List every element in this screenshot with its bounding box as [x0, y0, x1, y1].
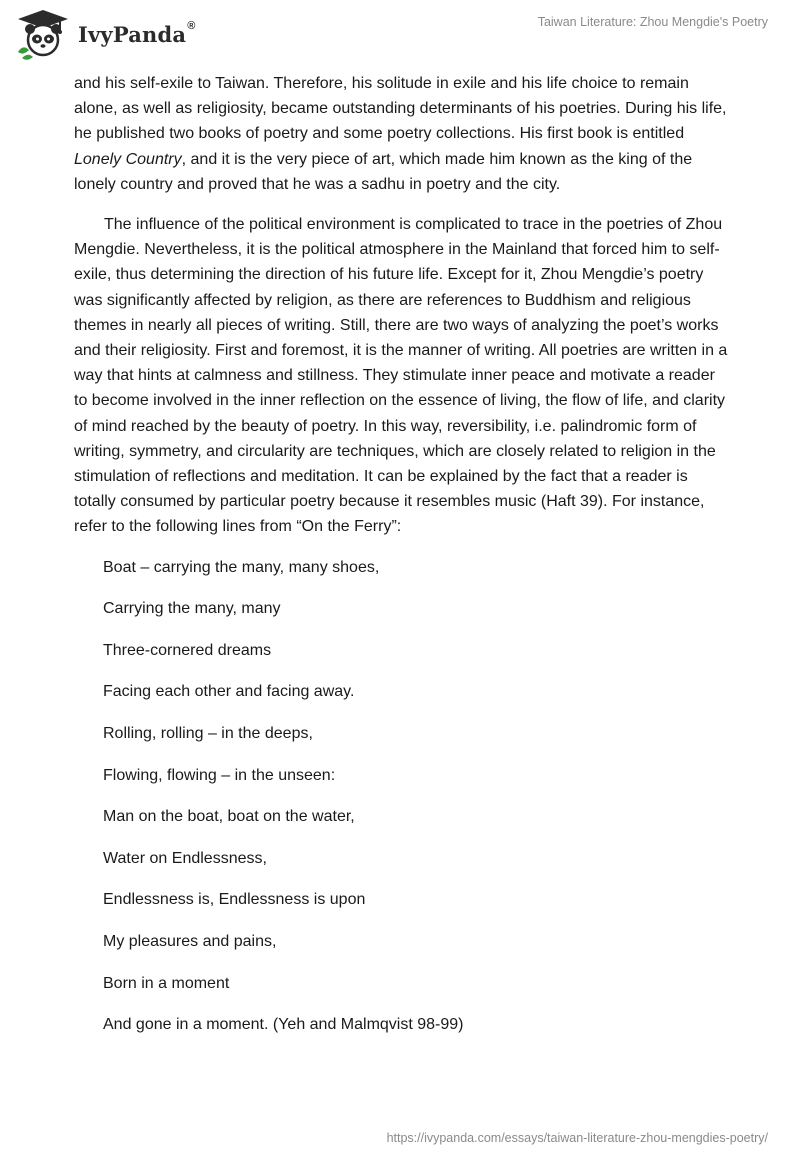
page-header	[0, 0, 800, 70]
poem-excerpt	[103, 555, 730, 1054]
poem-line: Rolling, rolling – in the deeps,	[103, 725, 313, 743]
poem-line: Boat – carrying the many, many shoes,	[103, 558, 380, 576]
poem-line: Flowing, flowing – in the unseen:	[103, 766, 336, 784]
poem-line: Water on Endlessness,	[103, 849, 267, 867]
poem-line: Man on the boat, boat on the water,	[103, 808, 355, 826]
book-title: Lonely Country	[74, 150, 182, 168]
brand-name: IvyPanda®	[78, 19, 196, 47]
panda-graduate-icon	[14, 8, 72, 60]
poem-line: Facing each other and facing away.	[103, 683, 355, 701]
essay-body	[74, 71, 730, 1054]
poem-line: And gone in a moment. (Yeh and Malmqvist 98-99)	[103, 1016, 464, 1034]
paragraph-1: and his self-exile to Taiwan. Therefore, his solitude in exile and his life choice to remain alone, as well as religiosity, became outstanding determinants of his poetries. During his life, he published two books of poetry and some poetry collections. His first book is entitled Lonely Country, and it is the very piece of art, which made him known as the king of the lonely country and proved that he was a sadhu in poetry and the city.	[74, 75, 727, 193]
ivypanda-logo[interactable]	[14, 8, 196, 60]
poem-line: My pleasures and pains,	[103, 933, 277, 950]
poem-line: Born in a moment	[103, 974, 230, 992]
poem-line: Three-cornered dreams	[103, 641, 272, 659]
source-url	[387, 1131, 768, 1145]
poem-line: Endlessness is, Endlessness is upon	[103, 891, 366, 909]
paragraph-2: The influence of the political environment is complicated to trace in the poetries of Zhou Mengdie. Nevertheless, it is the political atmosphere in the Mainland that forced him to self-exile, thus determining the direction of his future life. Except for it, Zhou Mengdie’s poetry was significantly affected by religion, as there are references to Buddhism and religious themes in nearly all pieces of writing. Still, there are two ways of analyzing the poet’s works and their religiosity. First and foremost, it is the manner of writing. All poetries are written in a way that hints at calmness and stillness. They stimulate inner peace and motivate a reader to become involved in the inner reflection on the essence of living, the flow of life, and clarity of mind reached by the beauty of poetry. In this way, reversibility, i.e. palindromic form of writing, symmetry, and circularity are techniques, which are closely related to religion in the stimulation of reflections and meditation. It can be explained by the fact that a reader is totally consumed by particular poetry because it resembles music (Haft 39). For instance, refer to the following lines from “On the Ferry”:	[74, 216, 728, 536]
document-title: Taiwan Literature: Zhou Mengdie's Poetry	[537, 15, 768, 29]
poem-line: Carrying the many, many	[103, 600, 281, 618]
source-link[interactable]: https://ivypanda.com/essays/taiwan-literature-zhou-mengdies-poetry/	[386, 1131, 768, 1145]
